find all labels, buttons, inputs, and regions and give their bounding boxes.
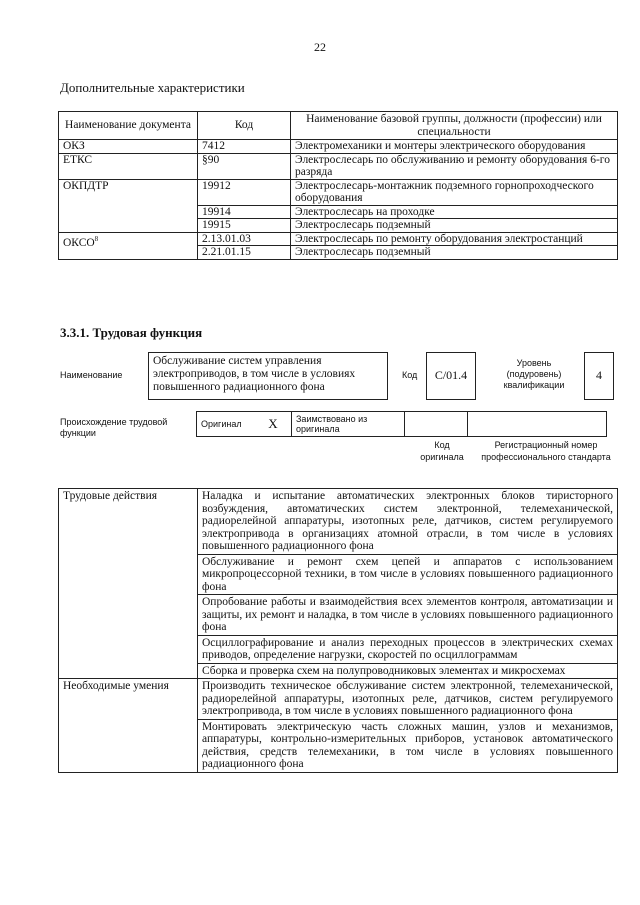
document-cell: ОКПДТР (59, 179, 198, 232)
function-code-field: C/01.4 (426, 352, 476, 400)
group-name-cell: Электрослесарь подземный (291, 219, 618, 233)
code-cell: 19914 (198, 205, 291, 219)
registration-number-cell (468, 412, 607, 437)
header-code: Код (198, 112, 291, 140)
group-name-cell: Электрослесарь-монтажник подземного горнопроходческого оборудования (291, 179, 618, 205)
document-cell: ЕТКС (59, 153, 198, 179)
action-item-cell: Обслуживание и ремонт схем цепей и аппаратов с использованием микропроцессорной техники, в том числе в условиях повышенного радиационного фона (198, 554, 618, 595)
footnote-mark: 8 (94, 234, 99, 243)
code-original-caption: Код оригинала (420, 440, 464, 462)
original-mark: X (255, 412, 292, 437)
group-name-cell: Электрослесарь на проходке (291, 205, 618, 219)
labor-function-title: 3.3.1. Трудовая функция (60, 325, 203, 340)
action-item-cell: Монтировать электрическую часть сложных машин, узлов и механизмов, аппаратуры, контрольно-измерительных приборов, установок автоматического действия, средств телемеханики, в том числе в условиях повышенного радиационного фона (198, 719, 618, 772)
code-cell: 19915 (198, 219, 291, 233)
group-name-cell: Электрослесарь подземный (291, 246, 618, 260)
header-group-name: Наименование базовой группы, должности (профессии) или специальности (291, 112, 618, 140)
table-row (59, 679, 618, 720)
code-cell: 2.21.01.15 (198, 246, 291, 260)
action-item-cell: Сборка и проверка схем на полупроводниковых элементах и микросхемах (198, 663, 618, 679)
page-number: 22 (314, 40, 326, 54)
table-row (59, 489, 618, 555)
registration-number-caption: Регистрационный номер профессионального стандарта (481, 440, 611, 462)
document-cell: ОКСО$^8$ (59, 232, 198, 259)
origin-label: Происхождение трудовой функции (60, 417, 168, 438)
header-document: Наименование документа (59, 112, 198, 140)
borrowed-label: Заимствовано из оригинала (292, 412, 405, 437)
group-label-cell: Необходимые умения (59, 679, 198, 773)
name-label: Наименование (60, 370, 123, 380)
table-row (59, 232, 618, 246)
group-name-cell: Электрослесарь по ремонту оборудования электростанций (291, 232, 618, 246)
code-cell: §90 (198, 153, 291, 179)
qualification-level-field: 4 (584, 352, 614, 400)
level-label: Уровень (подуровень) квалификации (503, 358, 565, 390)
code-cell: 19912 (198, 179, 291, 205)
action-item-cell: Наладка и испытание автоматических электронных блоков тиристорного возбуждения, автоматических систем электронной, телемеханической, радиорелейной аппаратуры, изотопных реле, датчиков, систем регулируемого электропривода в организациях атомной отрасли, в том числе в условиях повышенного радиационного фона (198, 489, 618, 555)
labor-actions-table (58, 488, 618, 773)
table-row (59, 153, 618, 179)
code-label: Код (402, 370, 418, 380)
code-cell: 2.13.01.03 (198, 232, 291, 246)
table-row (59, 179, 618, 205)
group-name-cell: Электрослесарь по обслуживанию и ремонту оборудования 6-го разряда (291, 153, 618, 179)
original-label: Оригинал (197, 412, 256, 437)
function-name-field: Обслуживание систем управления электроприводов, в том числе в условиях повышенного радиационного фона (148, 352, 388, 400)
action-item-cell: Производить техническое обслуживание систем электронной, телемеханической, радиорелейной аппаратуры, изотопных реле, датчиков, систем регулируемого электропривода, в том числе в условиях повышенного радиационного фона (198, 679, 618, 720)
code-cell: 7412 (198, 140, 291, 154)
action-item-cell: Опробование работы и взаимодействия всех элементов контроля, автоматизации и защиты, их ремонт и наладка, в том числе в условиях повышенного радиационного фона (198, 595, 618, 636)
origin-table (196, 411, 607, 437)
action-item-cell: Осциллографирование и анализ переходных процессов в электрических схемах приводов, определение нагрузки, скоростей по осциллограммам (198, 635, 618, 663)
table-row (59, 140, 618, 154)
document-cell: ОКЗ (59, 140, 198, 154)
group-label-cell: Трудовые действия (59, 489, 198, 679)
original-code-cell (405, 412, 468, 437)
additional-characteristics-table (58, 111, 618, 260)
group-name-cell: Электромеханики и монтеры электрического оборудования (291, 140, 618, 154)
section-title: Дополнительные характеристики (60, 80, 245, 95)
